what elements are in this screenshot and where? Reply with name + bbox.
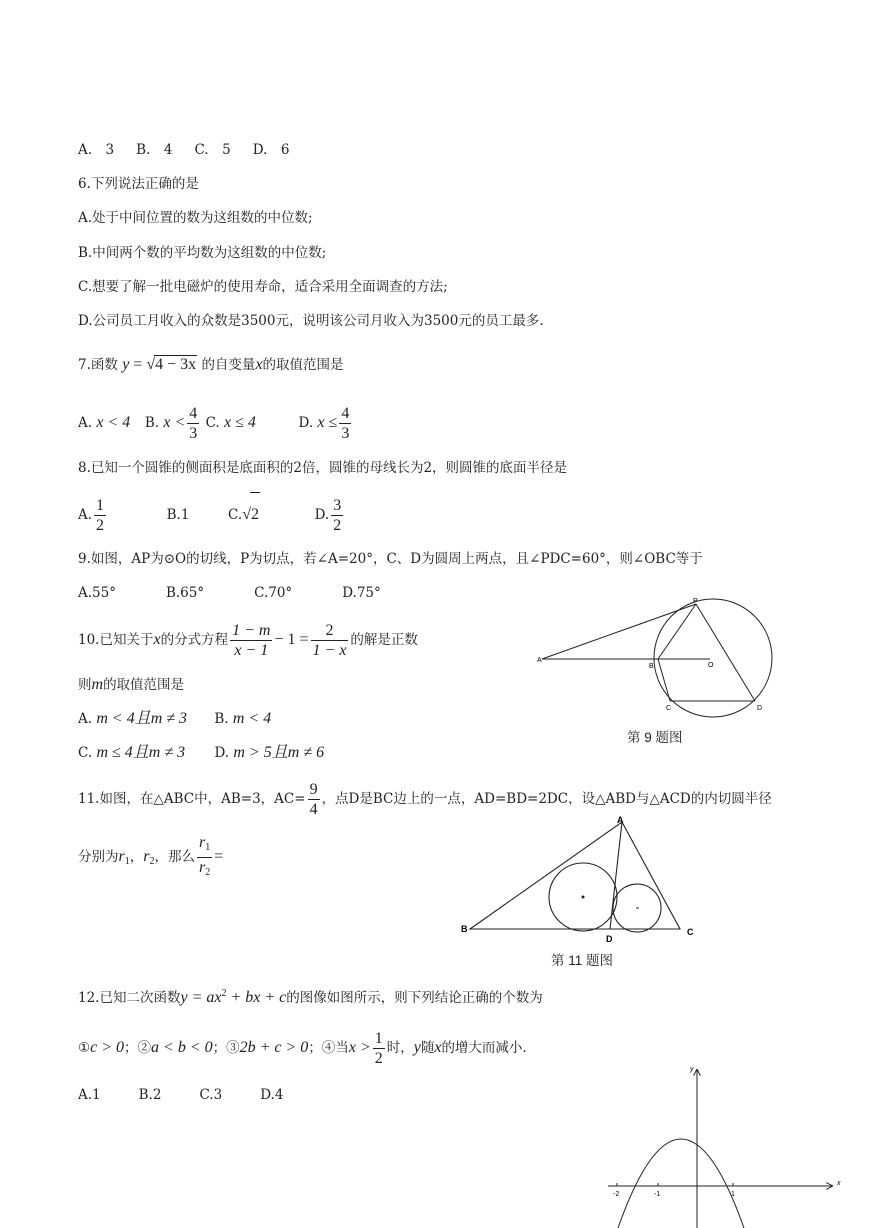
q7-stem: 7.函数 y = √4 − 3x 的自变量x的取值范围是 <box>78 356 344 373</box>
q9-label-b: B <box>649 663 654 670</box>
q9-tangent-ap <box>542 604 696 659</box>
q12-conclusion-2: a < b < 0 <box>151 1039 213 1056</box>
q12-option-b: B.2 <box>138 1087 162 1103</box>
q9-line-dp <box>696 604 755 701</box>
q10-options-row2: C. m ≤ 4且m ≠ 3 D. m > 5且m ≠ 6 <box>78 744 325 761</box>
q11-caption: 第 11 题图 <box>551 953 614 968</box>
q12-tick-label-1: 1 <box>731 1191 735 1198</box>
q5-option-b: B. 4 <box>136 142 173 158</box>
q9-figure <box>530 595 790 720</box>
q6-stem: 6.下列说法正确的是 <box>78 176 199 192</box>
q9-caption: 第 9 题图 <box>627 730 683 745</box>
q6-option-a: A.处于中间位置的数为这组数的中位数; <box>78 210 313 226</box>
q12-x-label: x <box>837 1180 841 1187</box>
q12-conclusion-1: c > 0 <box>90 1039 125 1056</box>
q11-ac-fraction: $\frac{9}{4}$ <box>309 781 318 818</box>
q10-fraction-1: $\frac{1 - m}{x - 1}$ <box>232 622 271 659</box>
q9-stem: 9.如图，AP为⊙O的切线，P为切点，若∠A=20°，C、D为圆周上两点，且∠PDC=60°，则∠OBC等于 <box>78 551 703 567</box>
q11-label-c: C <box>687 927 694 937</box>
q6-option-b: B.中间两个数的平均数为这组数的中位数; <box>78 245 327 261</box>
q8-option-b: B.1 <box>166 507 190 523</box>
q12-stem: 12.已知二次函数$y = ax^2$ + bx + c的图像如图所示，则下列结论正确的个数为 <box>78 988 543 1006</box>
q7-option-b-fraction: $\frac{4}{3}$ <box>189 405 198 442</box>
q12-tick-label-neg2: -2 <box>613 1191 620 1198</box>
q9-option-d: D.75° <box>342 585 381 601</box>
q6-option-c: C.想要了解一批电磁炉的使用寿命，适合采用全面调查的方法; <box>78 279 448 295</box>
q8-options: A. $\frac{1}{2}$ B.1 C.√2 D. $\frac{3}{2}$ <box>78 492 345 536</box>
q7-option-a: x < 4 <box>96 414 131 431</box>
q12-conclusions: ①c > 0；②a < b < 0；③2b + c > 0；④当x > $\frac{1}{2}$ 时，y随x的增大而减小. <box>78 1030 527 1067</box>
q5-option-c: C. 5 <box>194 142 231 158</box>
q12-option-d: D.4 <box>260 1087 284 1103</box>
q5-options <box>78 141 289 159</box>
q9-label-c: C <box>666 705 672 712</box>
q9-label-a: A <box>537 657 542 664</box>
q9-label-d: D <box>757 705 763 712</box>
q6-option-d: D.公司员工月收入的众数是3500元，说明该公司月收入为3500元的员工最多. <box>78 313 544 329</box>
q11-ratio: $\frac{r_1}{r_2}$ <box>198 834 211 878</box>
q12-y-label: y <box>690 1066 694 1073</box>
q8-option-d: $\frac{3}{2}$ <box>333 497 342 534</box>
q9-label-p: P <box>693 598 698 605</box>
q11-figure <box>455 812 700 942</box>
q11-label-a: A <box>617 815 624 825</box>
q12-conclusion-3: 2b + c > 0 <box>239 1039 309 1056</box>
q12-parabola <box>618 1139 744 1228</box>
q7-option-c: x ≤ 4 <box>224 414 256 431</box>
q8-option-a: $\frac{1}{2}$ <box>96 497 105 534</box>
q10-option-d: m > 5且m ≠ 6 <box>233 744 325 761</box>
q11-line2: 分别为$r_1$，$r_2$，那么 $\frac{r_1}{r_2}$ = <box>78 833 223 877</box>
q9-option-b: B.65° <box>165 585 205 601</box>
q10-options-row1: A. m < 4且m ≠ 3 B. m < 4 <box>78 710 272 727</box>
q7-option-b: x < <box>163 414 186 431</box>
q12-conclusion-4: x > <box>348 1039 371 1056</box>
q10-fraction-2: $\frac{2}{1 - x}$ <box>312 622 347 659</box>
q10-stem: 10.已知关于x的分式方程 $\frac{1 - m}{x - 1}$ − 1 = $\frac{2}{1 - x}$ 的解是正数 <box>78 622 418 659</box>
q9-option-a: A.55° <box>78 585 116 601</box>
q11-label-b: B <box>461 924 468 934</box>
q11-segment-ad <box>610 822 622 929</box>
q10-option-b: m < 4 <box>232 710 272 727</box>
q12-graph <box>600 1060 850 1228</box>
q8-stem: 8.已知一个圆锥的侧面积是底面积的2倍，圆锥的母线长为2，则圆锥的底面半径是 <box>78 460 568 476</box>
q9-line-bc <box>658 659 670 701</box>
q5-option-a: A. 3 <box>78 142 115 158</box>
q10-option-c: m ≤ 4且m ≠ 3 <box>96 744 186 761</box>
q9-line-pb <box>658 604 696 659</box>
q10-option-a: m < 4且m ≠ 3 <box>96 710 188 727</box>
q12-option-c: C.3 <box>199 1087 223 1103</box>
q9-option-c: C.70° <box>254 585 293 601</box>
q11-triangle <box>470 822 680 929</box>
q9-options <box>78 584 381 602</box>
q12-option-a: A.1 <box>78 1087 101 1103</box>
q12-options <box>78 1086 283 1104</box>
q11-center-1 <box>582 896 585 899</box>
q7-option-d: x ≤ <box>317 414 338 431</box>
q7-radicand: 4 − 3x <box>155 356 197 373</box>
q12-tick-label-neg1: -1 <box>654 1191 661 1198</box>
q8-option-c: 2 <box>250 492 260 537</box>
q9-label-o: O <box>708 662 714 669</box>
q11-stem: 11.如图，在△ABC中，AB=3，AC= $\frac{9}{4}$ ，点D是BC边上的一点，AD=BD=2DC，设△ABD与△ACD的内切圆半径 <box>78 781 772 818</box>
q7-options: A. x < 4 B. x < $\frac{4}{3}$ C. x ≤ 4 D. x ≤ $\frac{4}{3}$ <box>78 405 350 442</box>
q7-option-d-fraction: $\frac{4}{3}$ <box>341 405 350 442</box>
q5-option-d: D. 6 <box>252 142 290 158</box>
q11-label-d: D <box>606 934 613 942</box>
q10-line2: 则m的取值范围是 <box>78 676 185 693</box>
